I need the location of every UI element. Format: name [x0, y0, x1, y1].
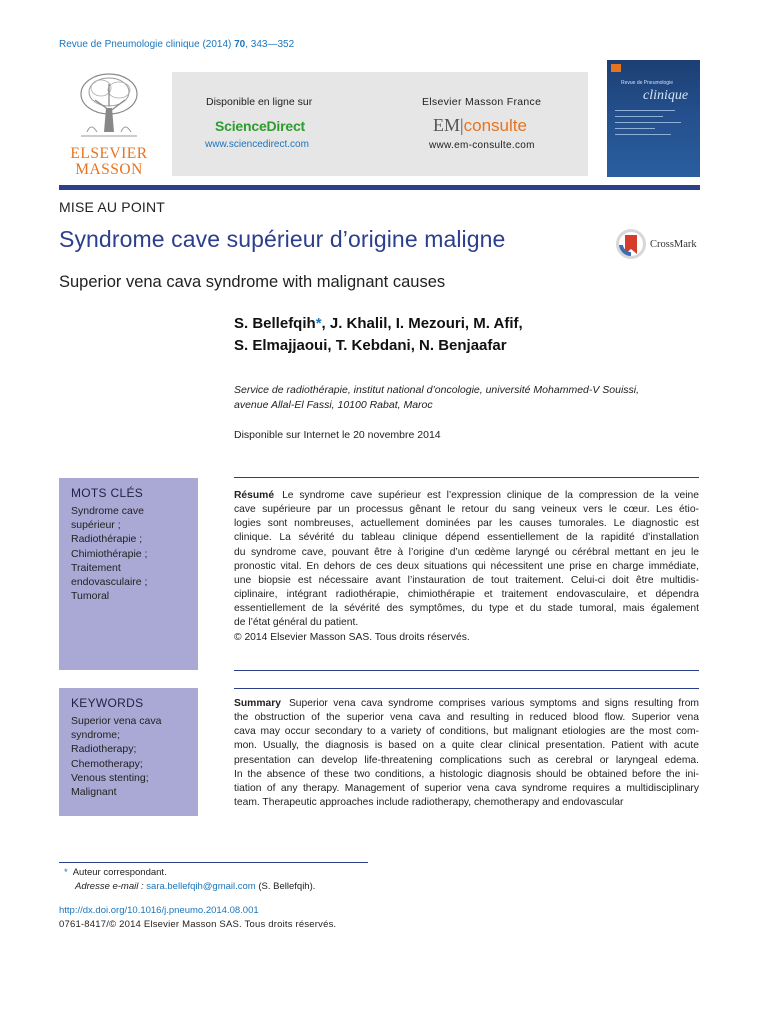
article-title-french: Syndrome cave supérieur d’origine maligne [59, 226, 506, 252]
keyword-item: Malignant [71, 786, 117, 799]
abstract-english-label: Summary [234, 698, 281, 709]
footnote-email [64, 880, 315, 894]
abstract-line: du syndrome cave, pouvant être à l’origine d’un œdème laryngé ou cérébral mettant en jeu le [234, 546, 699, 558]
keyword-item: Venous stenting; [71, 771, 149, 784]
abstract-french-label: Résumé [234, 490, 275, 501]
keywords-french-box [59, 478, 198, 670]
cover-text-line [615, 134, 671, 135]
keyword-item: Chemotherapy; [71, 757, 143, 770]
abstract-top-rule [234, 477, 699, 478]
author-list [234, 313, 523, 357]
footnote [64, 866, 315, 894]
doi-link[interactable]: http://dx.doi.org/10.1016/j.pneumo.2014.08.001 [59, 905, 259, 916]
sciencedirect-caption: Disponible en ligne sur [206, 96, 313, 108]
journal-year: (2014) [202, 39, 232, 50]
cover-journal-name: clinique [643, 88, 689, 103]
email-owner: (S. Bellefqih). [258, 881, 316, 892]
keywords-english-box [59, 688, 198, 816]
keyword-item: Chimiothérapie ; [71, 547, 148, 560]
author-corresponding: S. Bellefqih [234, 315, 316, 332]
keyword-item: endovasculaire ; [71, 576, 148, 589]
sciencedirect-link[interactable]: www.sciencedirect.com [205, 139, 309, 150]
summary-line-text: Superior vena cava syndrome comprises various symptoms and signs resulting from [288, 698, 699, 709]
journal-reference [59, 39, 294, 50]
keyword-item: syndrome; [71, 729, 121, 742]
article-rubric: MISE AU POINT [59, 199, 166, 215]
keyword-item: supérieur ; [71, 519, 121, 532]
email-label: Adresse e-mail : [75, 881, 144, 892]
em-consulte-brand [433, 115, 527, 136]
footnote-corresponding [64, 866, 315, 880]
abstract-line-text: Le syndrome cave supérieur est l’expression clinique de la compression de la veine [282, 490, 699, 501]
em-consulte-link[interactable]: www.em-consulte.com [429, 140, 535, 151]
authors-line-1 [234, 313, 523, 335]
authors-line-1-rest: , J. Khalil, I. Mezouri, M. Afif, [321, 315, 523, 332]
abstract-line: pronostic vital. En dehors de ces deux situations qui nécessitent une prise en charge immédiate, [234, 560, 699, 572]
cover-text-line [615, 110, 675, 111]
elsevier-logo [59, 70, 159, 178]
abstract-line: cave supérieure par un processus gênant le retour du sang veineux vers le cœur. Les étio- [234, 504, 699, 516]
email-link[interactable]: sara.bellefqih@gmail.com [146, 881, 256, 892]
summary-line: team. Therapeutic approaches include radiotherapy, chemotherapy and endovascular [234, 797, 624, 809]
crossmark-label: CrossMark [650, 239, 697, 250]
abstract-english [234, 697, 699, 810]
issn-copyright: 0761-8417/© 2014 Elsevier Masson SAS. Tous droits réservés. [59, 919, 337, 930]
abstract-line: essentiellement de la sévérité des symptômes, du type et du stade tumoral, mais également [234, 603, 699, 615]
keyword-item: Syndrome cave [71, 505, 144, 517]
em-brand-consulte: consulte [463, 116, 527, 135]
abstract-line: une biopsie est nécessaire avant l’instauration de tout traitement. Celui-ci doit être multidis- [234, 574, 699, 586]
cover-text-line [615, 116, 663, 117]
keywords-french-heading: MOTS CLÉS [71, 486, 144, 500]
header-divider [59, 185, 700, 190]
affiliation-line: Service de radiothérapie, institut national d’oncologie, université Mohammed-V Souissi, [234, 384, 640, 396]
em-brand-bar: | [460, 115, 464, 135]
cover-text-line [615, 128, 655, 129]
em-brand-em: EM [433, 115, 460, 135]
summary-line: presentation can develop life-threatening complications such as cerebral or laryngeal edema. [234, 754, 699, 766]
abstract-line: clinique. La sévérité du tableau clinique dépend essentiellement de la rapidité d’installation [234, 532, 699, 544]
affiliation-line: avenue Allal-El Fassi, 10100 Rabat, Maroc [234, 399, 433, 411]
article-title-english: Superior vena cava syndrome with malignant causes [59, 273, 446, 291]
summary-top-rule [234, 688, 699, 689]
keyword-item: Radiothérapie ; [71, 533, 143, 546]
authors-line-2: S. Elmajjaoui, T. Kebdani, N. Benjaafar [234, 337, 507, 354]
elsevier-tree-icon [73, 70, 145, 144]
summary-line [234, 697, 699, 711]
abstract-french [234, 489, 699, 645]
journal-pages: , 343—352 [245, 39, 295, 50]
sciencedirect-brand: ScienceDirect [215, 118, 306, 134]
footnote-star: * [64, 867, 68, 878]
summary-line: mon. Usually, the diagnosis is based on a quite clear clinical presentation. Patient with acute [234, 740, 699, 752]
copyright-line: © 2014 Elsevier Masson SAS. Tous droits réservés. [234, 631, 470, 643]
masson-logo-text: MASSON [75, 161, 143, 178]
summary-line: tiation of any therapy. Management of superior vena cava syndrome requires a multidisciplinary [234, 782, 699, 794]
summary-line: In the absence of these two conditions, a histologic diagnosis should be obtained before the ini- [234, 768, 699, 780]
abstract-middle-rule [234, 670, 699, 671]
cover-corner-mark [611, 64, 621, 72]
header-banner [172, 72, 588, 176]
footnote-rule [59, 862, 368, 863]
keyword-item: Tumoral [71, 590, 110, 603]
online-availability-date: Disponible sur Internet le 20 novembre 2014 [234, 429, 441, 441]
abstract-line: de l’état général du patient. [234, 617, 359, 629]
corresponding-author-star[interactable]: * [315, 315, 322, 332]
cover-text-line [615, 122, 681, 123]
abstract-line: logies sont nombreuses, actuellement dominées par les causes tumorales. Le diagnostic est [234, 518, 699, 530]
cover-journal-small: Revue de Pneumologie [621, 80, 673, 86]
journal-volume: 70 [234, 39, 246, 50]
corresponding-author-label: Auteur correspondant. [72, 867, 167, 878]
summary-line: the obstruction of the superior vena cava and resulting in reduced blood flow. Superior vena [234, 712, 699, 724]
author-affiliation [234, 383, 639, 413]
keywords-english-heading: KEYWORDS [71, 696, 144, 710]
abstract-line [234, 489, 699, 503]
keyword-item: Radiotherapy; [71, 743, 137, 756]
elsevier-logo-text: ELSEVIER [70, 145, 148, 162]
keyword-item: Superior vena cava [71, 715, 162, 727]
journal-name: Revue de Pneumologie clinique [59, 39, 200, 50]
journal-cover-image [607, 60, 700, 177]
elsevier-masson-caption: Elsevier Masson France [422, 96, 542, 108]
summary-line: cava may occur secondary to a variety of conditions, but malignant etiologies are the most com- [234, 726, 699, 738]
crossmark-badge[interactable] [615, 228, 705, 262]
crossmark-icon [615, 228, 647, 260]
abstract-line: ciplinaire, intégrant radiothérapie, chimiothérapie et traitement endovasculaire, et dépendra [234, 589, 699, 601]
keyword-item: Traitement [71, 561, 121, 574]
